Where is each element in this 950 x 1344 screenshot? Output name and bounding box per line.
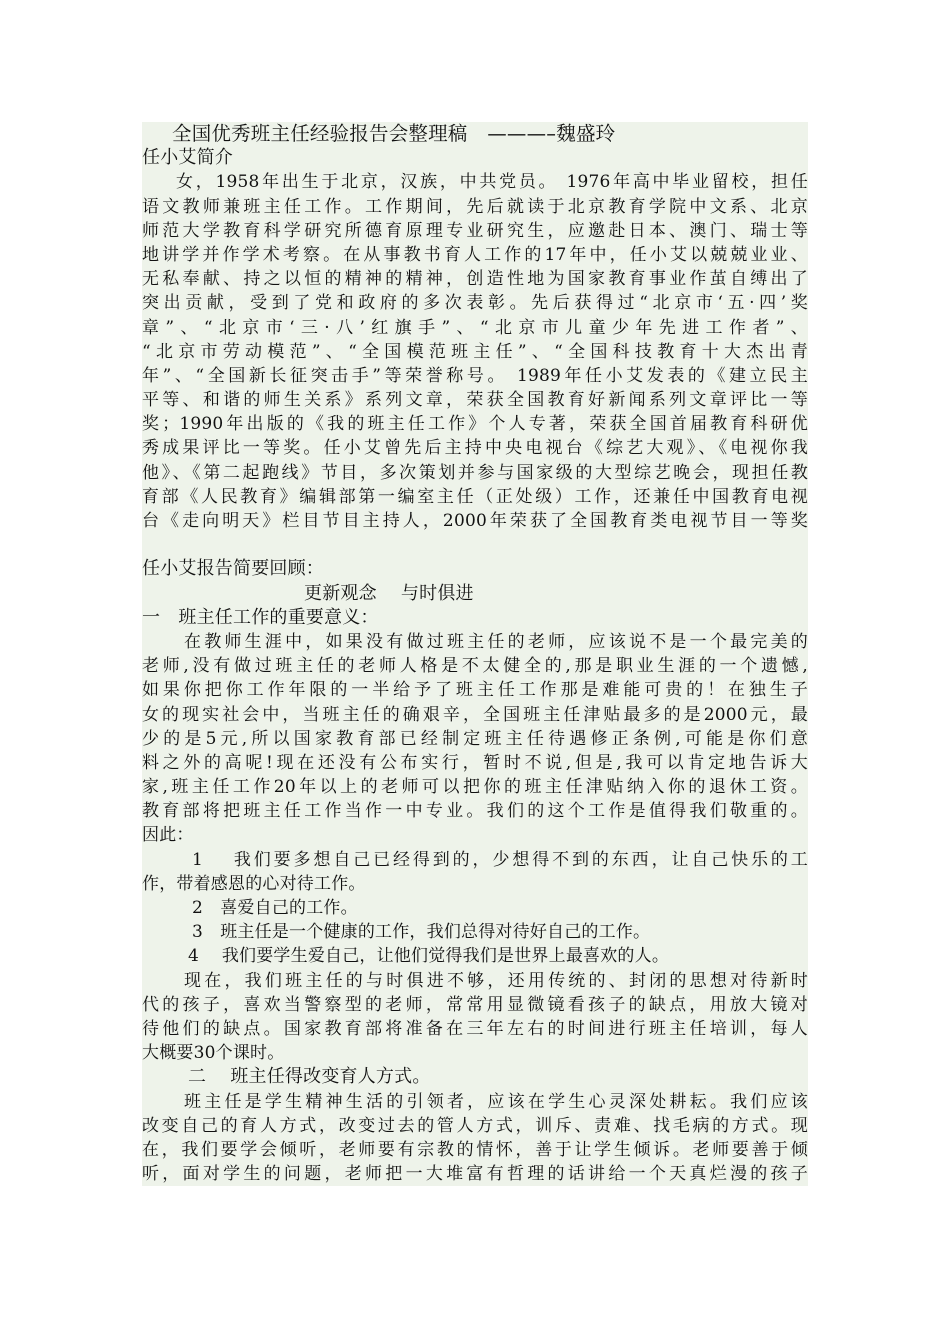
- intro-line: 章”、“北京市‘三·八’红旗手”、“北京市儿童少年先进工作者”、: [142, 317, 808, 338]
- review-heading: 任小艾报告简要回顾：: [142, 558, 324, 580]
- blank-line: [142, 533, 808, 557]
- intro-line: 无私奉献、持之以恒的精神的精神，创造性地为国家教育事业作茧自缚出了: [142, 269, 808, 290]
- intro-line: 地讲学并作学术考察。在从事教书育人工作的17年中，任小艾以兢兢业业、: [142, 244, 808, 265]
- section-1-line: 因此：: [142, 825, 194, 846]
- list-item-continuation: 作，带着感恩的心对待工作。: [142, 873, 366, 894]
- section-2-line: 在，我们要学会倾听，老师要有宗教的情怀，善于让学生倾诉。老师要善于倾: [142, 1139, 808, 1160]
- intro-line: 台《走向明天》栏目节目主持人，2000年荣获了全国教育类电视节目一等奖: [142, 511, 808, 531]
- now-paragraph: [142, 969, 808, 1066]
- section-2-line: 班主任是学生精神生活的引领者，应该在学生心灵深处耕耘。我们应该: [184, 1091, 808, 1112]
- intro-line: 平等、和谐的师生关系》系列文章，荣获全国教育好新闻系列文章评比一等: [142, 390, 808, 411]
- section-2-line: 改变自己的育人方式，改变过去的管人方式，训斥、责难、找毛病的方式。现: [142, 1115, 808, 1136]
- list-item: 1 我们要多想自己已经得到的，少想得不到的东西，让自己快乐的工: [192, 849, 808, 870]
- document-body: [142, 122, 808, 1186]
- section-1-line: 如果你把你工作年限的一半给予了班主任工作那是难能可贵的！在独生子: [142, 680, 808, 701]
- now-line: 大概要30个课时。: [142, 1043, 285, 1064]
- intro-line: 年”、“全国新长征突击手”等荣誉称号。 1989年任小艾发表的《建立民主: [142, 365, 808, 386]
- intro-paragraph: [142, 170, 808, 533]
- intro-line: 育部《人民教育》编辑部第一编室主任（正处级）工作，还兼任中国教育电视: [142, 486, 808, 507]
- list-item: 4 我们要学生爱自己，让他们觉得我们是世界上最喜欢的人。: [188, 946, 670, 967]
- intro-line: 他》、《第二起跑线》节目，多次策划并参与国家级的大型综艺晚会，现担任教: [142, 462, 808, 483]
- section-1-line: 家,班主任工作20年以上的老师可以把你的班主任津贴纳入你的退休工资。: [142, 777, 808, 798]
- numbered-list: [142, 848, 808, 969]
- list-item: 3 班主任是一个健康的工作，我们总得对待好自己的工作。: [192, 922, 651, 943]
- section-1-line: 女的现实社会中，当班主任的确艰辛，全国班主任津贴最多的是2000元，最: [142, 704, 808, 725]
- now-line: 代的孩子，喜欢当警察型的老师，常常用显微镜看孩子的缺点，用放大镜对: [142, 994, 808, 1015]
- section-1-line: 料之外的高呢!现在还没有公布实行，暂时不说,但是,我可以肯定地告诉大: [142, 752, 808, 773]
- list-item: 2 喜爱自己的工作。: [192, 898, 358, 918]
- section-1-paragraph: [142, 630, 808, 848]
- section-1-line: 在教师生涯中，如果没有做过班主任的老师，应该说不是一个最完美的: [184, 631, 808, 652]
- section-1-line: 少的是5元,所以国家教育部已经制定班主任待遇修正条例,可能是你们意: [142, 728, 808, 749]
- now-line: 现在，我们班主任的与时俱进不够，还用传统的、封闭的思想对待新时: [184, 970, 808, 991]
- section-2-line: 听，面对学生的问题，老师把一大堆富有哲理的话讲给一个天真烂漫的孩子: [142, 1164, 808, 1185]
- section-2-heading: 二 班主任得改变育人方式。: [188, 1066, 431, 1088]
- intro-line: “北京市劳动模范”、“全国模范班主任”、“全国科技教育十大杰出青: [142, 341, 808, 362]
- now-line: 待他们的缺点。国家教育部将准备在三年左右的时间进行班主任培训，每人: [142, 1018, 808, 1039]
- intro-line: 女，1958年出生于北京，汉族，中共党员。 1976年高中毕业留校，担任: [176, 172, 808, 193]
- section-1-line: 老师,没有做过班主任的老师人格是不太健全的,那是职业生涯的一个遗憾,: [142, 656, 808, 677]
- intro-line: 师范大学教育科学研究所德育原理专业研究生，应邀赴日本、澳门、瑞士等: [142, 220, 808, 241]
- section-2-paragraph: [142, 1090, 808, 1187]
- section-1-line: 教育部将把班主任工作当作一中专业。我们的这个工作是值得我们敬重的。: [142, 801, 808, 822]
- report-title: 更新观念 与时俱进: [304, 582, 474, 604]
- intro-heading: 任小艾简介: [142, 147, 233, 169]
- intro-line: 突出贡献，受到了党和政府的多次表彰。先后获得过“北京市‘五·四’奖: [142, 293, 808, 314]
- document-title: 全国优秀班主任经验报告会整理稿 ———–魏盛玲: [172, 122, 616, 145]
- intro-line: 语文教师兼班主任工作。工作期间，先后就读于北京教育学院中文系、北京: [142, 196, 808, 217]
- intro-line: 秀成果评比一等奖。任小艾曾先后主持中央电视台《综艺大观》、《电视你我: [142, 438, 808, 459]
- intro-line: 奖；1990年出版的《我的班主任工作》个人专著，荣获全国首届教育科研优: [142, 414, 808, 435]
- section-1-heading: 一 班主任工作的重要意义：: [142, 606, 379, 628]
